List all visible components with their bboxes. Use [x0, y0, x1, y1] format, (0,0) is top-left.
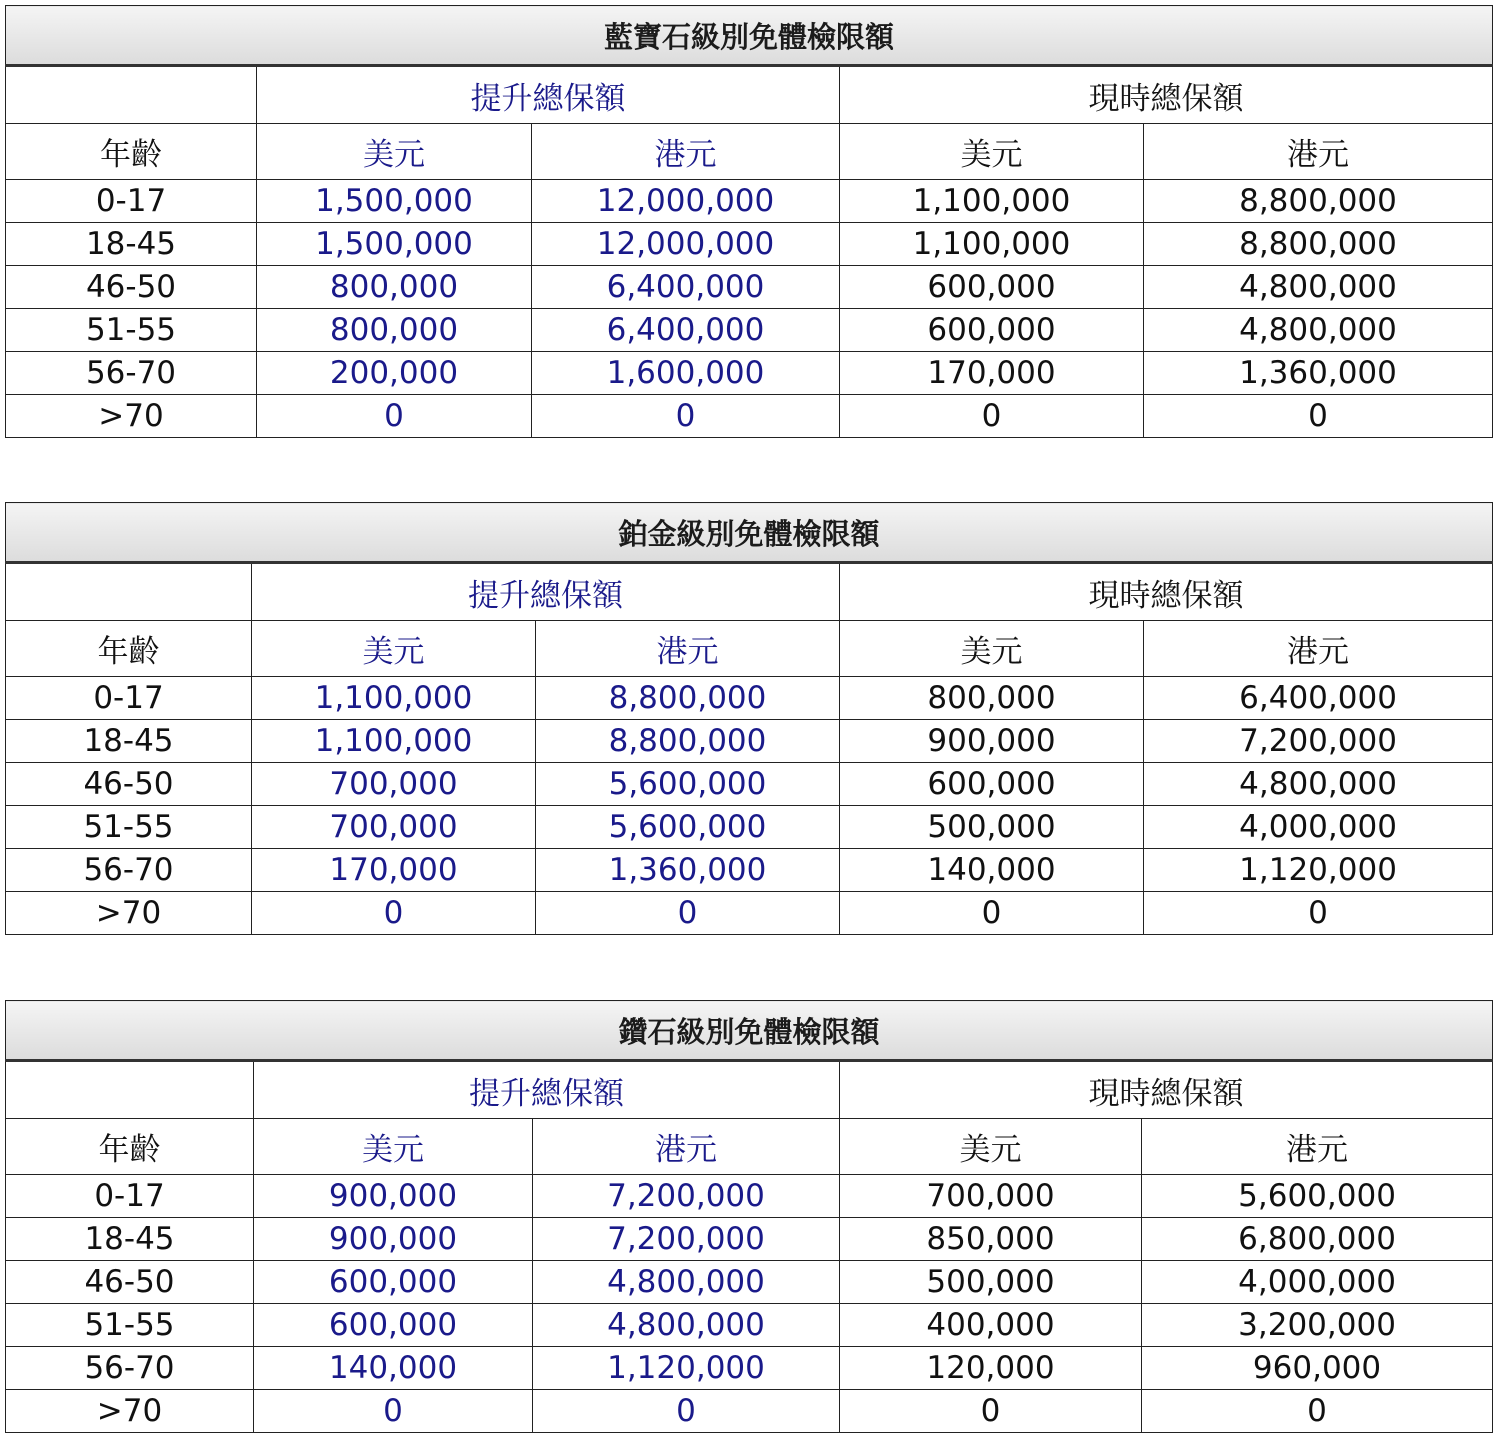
age-cell: 0-17: [6, 1175, 254, 1218]
upgrade-total-header: 提升總保額: [257, 66, 840, 124]
table-row: [6, 352, 1493, 395]
current-total-header: 現時總保額: [840, 1061, 1493, 1119]
current-usd-cell: 1,100,000: [840, 223, 1144, 266]
current-hkd-cell: 4,000,000: [1142, 1261, 1493, 1304]
upgrade-usd-cell: 900,000: [254, 1218, 533, 1261]
current-hkd-cell: 6,800,000: [1142, 1218, 1493, 1261]
current-usd-cell: 1,100,000: [840, 180, 1144, 223]
age-cell: 0-17: [6, 677, 252, 720]
current-total-header: 現時總保額: [840, 66, 1493, 124]
current-usd-cell: 800,000: [840, 677, 1144, 720]
upgrade-hkd-header: 港元: [533, 1119, 840, 1175]
table-row: [6, 1304, 1493, 1347]
upgrade-usd-cell: 800,000: [257, 309, 532, 352]
table-row: [6, 395, 1493, 438]
current-usd-cell: 500,000: [840, 1261, 1142, 1304]
age-cell: 46-50: [6, 266, 257, 309]
upgrade-usd-cell: 700,000: [252, 763, 536, 806]
current-usd-cell: 600,000: [840, 309, 1144, 352]
table-title: 鉑金級別免體檢限額: [6, 503, 1493, 563]
upgrade-hkd-cell: 1,360,000: [536, 849, 840, 892]
age-cell: >70: [6, 395, 257, 438]
table-row: [6, 892, 1493, 935]
upgrade-hkd-cell: 4,800,000: [533, 1304, 840, 1347]
age-cell: 51-55: [6, 1304, 254, 1347]
table-row: [6, 309, 1493, 352]
current-hkd-cell: 1,360,000: [1144, 352, 1493, 395]
current-usd-cell: 400,000: [840, 1304, 1142, 1347]
current-hkd-cell: 8,800,000: [1144, 180, 1493, 223]
table-row: [6, 1175, 1493, 1218]
upgrade-hkd-cell: 12,000,000: [532, 223, 840, 266]
current-hkd-cell: 960,000: [1142, 1347, 1493, 1390]
upgrade-hkd-cell: 5,600,000: [536, 763, 840, 806]
current-usd-cell: 140,000: [840, 849, 1144, 892]
age-cell: 46-50: [6, 763, 252, 806]
current-usd-cell: 170,000: [840, 352, 1144, 395]
upgrade-usd-cell: 1,100,000: [252, 720, 536, 763]
upgrade-hkd-cell: 4,800,000: [533, 1261, 840, 1304]
upgrade-usd-header: 美元: [252, 621, 536, 677]
current-hkd-cell: 4,800,000: [1144, 763, 1493, 806]
upgrade-usd-cell: 0: [252, 892, 536, 935]
table-row: [6, 806, 1493, 849]
table-row: [6, 677, 1493, 720]
upgrade-hkd-cell: 0: [536, 892, 840, 935]
sapphire-limit-table: [5, 5, 1493, 438]
upgrade-hkd-cell: 8,800,000: [536, 720, 840, 763]
table-title: 藍寶石級別免體檢限額: [6, 6, 1493, 66]
table-row: [6, 849, 1493, 892]
upgrade-hkd-cell: 0: [533, 1390, 840, 1433]
table-row: [6, 1390, 1493, 1433]
current-total-header: 現時總保額: [840, 563, 1493, 621]
current-hkd-cell: 8,800,000: [1144, 223, 1493, 266]
age-cell: 0-17: [6, 180, 257, 223]
upgrade-usd-cell: 600,000: [254, 1261, 533, 1304]
upgrade-usd-cell: 200,000: [257, 352, 532, 395]
upgrade-usd-cell: 0: [257, 395, 532, 438]
upgrade-hkd-cell: 5,600,000: [536, 806, 840, 849]
current-hkd-cell: 1,120,000: [1144, 849, 1493, 892]
table-row: [6, 763, 1493, 806]
upgrade-total-header: 提升總保額: [252, 563, 840, 621]
empty-header-cell: [6, 563, 252, 621]
upgrade-hkd-header: 港元: [536, 621, 840, 677]
age-cell: 18-45: [6, 720, 252, 763]
current-hkd-cell: 0: [1142, 1390, 1493, 1433]
current-usd-header: 美元: [840, 621, 1144, 677]
age-cell: 51-55: [6, 806, 252, 849]
current-usd-cell: 700,000: [840, 1175, 1142, 1218]
current-hkd-cell: 4,000,000: [1144, 806, 1493, 849]
age-cell: 56-70: [6, 352, 257, 395]
current-usd-cell: 0: [840, 1390, 1142, 1433]
current-usd-cell: 500,000: [840, 806, 1144, 849]
current-hkd-cell: 0: [1144, 892, 1493, 935]
upgrade-hkd-cell: 0: [532, 395, 840, 438]
current-usd-cell: 120,000: [840, 1347, 1142, 1390]
age-cell: 56-70: [6, 1347, 254, 1390]
upgrade-usd-cell: 1,100,000: [252, 677, 536, 720]
current-usd-cell: 900,000: [840, 720, 1144, 763]
empty-header-cell: [6, 1061, 254, 1119]
table-row: [6, 180, 1493, 223]
current-hkd-cell: 4,800,000: [1144, 266, 1493, 309]
upgrade-usd-cell: 600,000: [254, 1304, 533, 1347]
current-hkd-cell: 4,800,000: [1144, 309, 1493, 352]
upgrade-hkd-cell: 6,400,000: [532, 266, 840, 309]
age-header: 年齡: [6, 621, 252, 677]
current-hkd-cell: 6,400,000: [1144, 677, 1493, 720]
diamond-limit-table: [5, 1000, 1493, 1433]
empty-header-cell: [6, 66, 257, 124]
upgrade-usd-cell: 800,000: [257, 266, 532, 309]
current-usd-cell: 600,000: [840, 763, 1144, 806]
upgrade-usd-cell: 170,000: [252, 849, 536, 892]
current-usd-header: 美元: [840, 124, 1144, 180]
upgrade-usd-cell: 0: [254, 1390, 533, 1433]
upgrade-hkd-cell: 7,200,000: [533, 1175, 840, 1218]
platinum-limit-table: [5, 502, 1493, 935]
upgrade-total-header: 提升總保額: [254, 1061, 840, 1119]
current-usd-cell: 0: [840, 395, 1144, 438]
upgrade-hkd-cell: 8,800,000: [536, 677, 840, 720]
table-title: 鑽石級別免體檢限額: [6, 1001, 1493, 1061]
current-hkd-header: 港元: [1144, 124, 1493, 180]
upgrade-hkd-header: 港元: [532, 124, 840, 180]
upgrade-usd-cell: 1,500,000: [257, 223, 532, 266]
age-cell: 56-70: [6, 849, 252, 892]
age-cell: >70: [6, 892, 252, 935]
upgrade-usd-cell: 1,500,000: [257, 180, 532, 223]
age-cell: 46-50: [6, 1261, 254, 1304]
current-usd-cell: 600,000: [840, 266, 1144, 309]
current-usd-header: 美元: [840, 1119, 1142, 1175]
age-header: 年齡: [6, 124, 257, 180]
current-hkd-cell: 7,200,000: [1144, 720, 1493, 763]
table-row: [6, 1347, 1493, 1390]
table-row: [6, 1261, 1493, 1304]
upgrade-usd-header: 美元: [257, 124, 532, 180]
upgrade-usd-cell: 900,000: [254, 1175, 533, 1218]
current-hkd-header: 港元: [1144, 621, 1493, 677]
upgrade-hkd-cell: 6,400,000: [532, 309, 840, 352]
upgrade-hkd-cell: 1,120,000: [533, 1347, 840, 1390]
current-usd-cell: 850,000: [840, 1218, 1142, 1261]
upgrade-hkd-cell: 1,600,000: [532, 352, 840, 395]
upgrade-usd-cell: 140,000: [254, 1347, 533, 1390]
current-usd-cell: 0: [840, 892, 1144, 935]
upgrade-usd-cell: 700,000: [252, 806, 536, 849]
current-hkd-cell: 0: [1144, 395, 1493, 438]
upgrade-usd-header: 美元: [254, 1119, 533, 1175]
current-hkd-header: 港元: [1142, 1119, 1493, 1175]
table-row: [6, 223, 1493, 266]
table-row: [6, 266, 1493, 309]
table-row: [6, 1218, 1493, 1261]
current-hkd-cell: 5,600,000: [1142, 1175, 1493, 1218]
age-cell: >70: [6, 1390, 254, 1433]
age-cell: 18-45: [6, 223, 257, 266]
upgrade-hkd-cell: 7,200,000: [533, 1218, 840, 1261]
current-hkd-cell: 3,200,000: [1142, 1304, 1493, 1347]
upgrade-hkd-cell: 12,000,000: [532, 180, 840, 223]
table-row: [6, 720, 1493, 763]
age-cell: 51-55: [6, 309, 257, 352]
age-cell: 18-45: [6, 1218, 254, 1261]
age-header: 年齡: [6, 1119, 254, 1175]
